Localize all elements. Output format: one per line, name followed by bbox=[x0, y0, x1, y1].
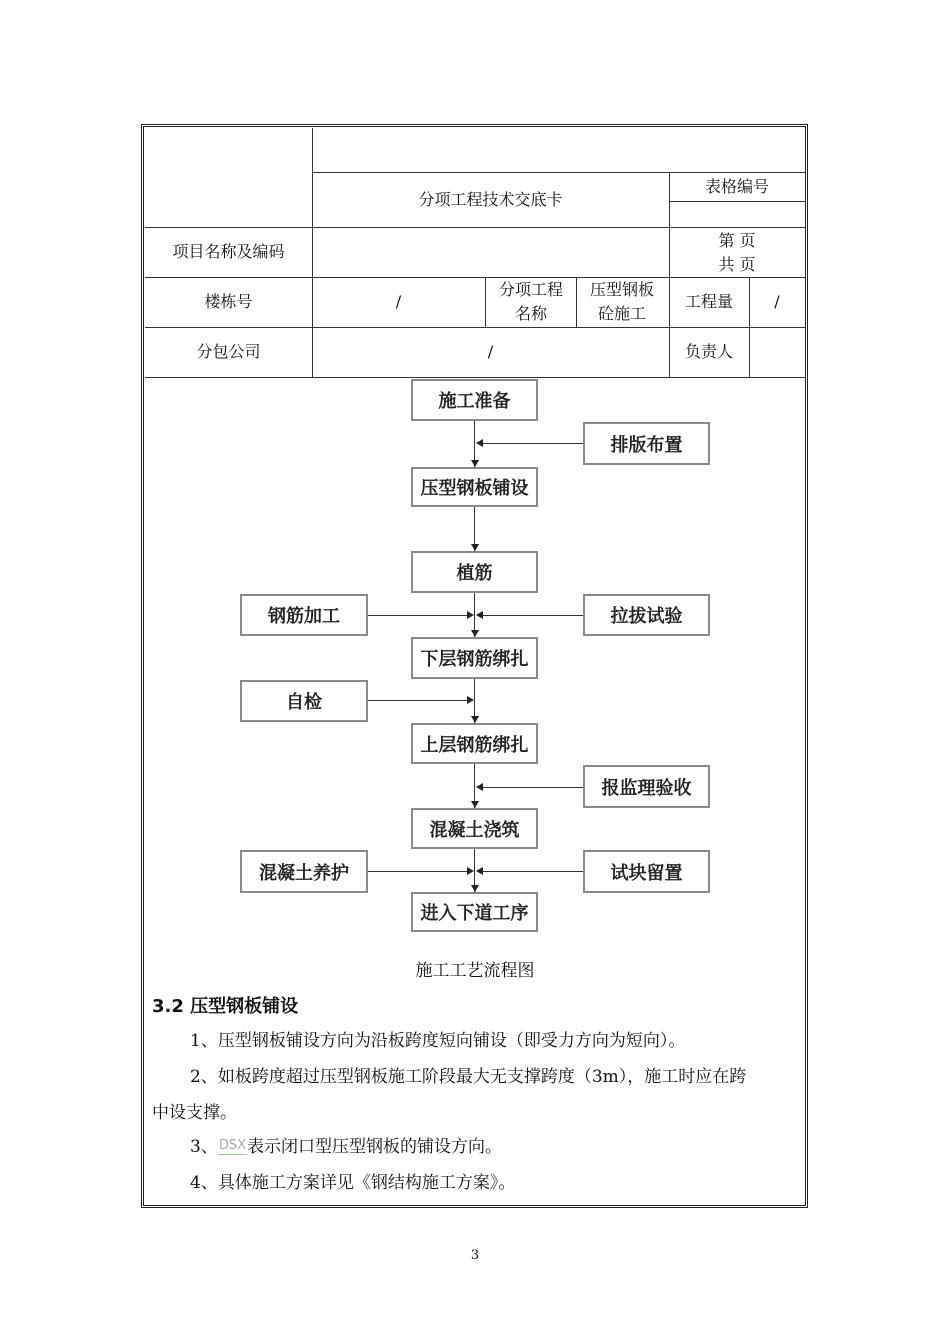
flow-connector bbox=[482, 787, 583, 788]
deck-direction-symbol: DSX bbox=[218, 1138, 246, 1153]
flow-input-self-check: 自检 bbox=[240, 680, 368, 722]
table-line bbox=[576, 277, 577, 327]
building-value: / bbox=[395, 292, 402, 311]
arrow-down-icon bbox=[471, 885, 479, 892]
arrow-right-icon bbox=[467, 611, 474, 619]
arrow-right-icon bbox=[467, 867, 474, 875]
flow-step-deck-laying: 压型钢板铺设 bbox=[411, 467, 538, 507]
arrow-down-icon bbox=[471, 801, 479, 808]
page-number: 3 bbox=[470, 1248, 480, 1263]
page-label: 第 页 bbox=[718, 231, 756, 250]
flow-connector bbox=[368, 615, 467, 616]
form-number-label: 表格编号 bbox=[704, 177, 769, 196]
item-name-label: 分项工程名称 bbox=[498, 280, 563, 323]
flow-connector bbox=[368, 871, 467, 872]
arrow-right-icon bbox=[467, 696, 474, 704]
flow-connector bbox=[482, 615, 583, 616]
flow-step-rebar-planting: 植筋 bbox=[411, 551, 538, 593]
flow-step-lower-rebar: 下层钢筋绑扎 bbox=[411, 637, 538, 679]
flow-input-test-blocks: 试块留置 bbox=[583, 850, 710, 893]
subcontractor-label: 分包公司 bbox=[196, 342, 261, 361]
flow-step-upper-rebar: 上层钢筋绑扎 bbox=[411, 723, 538, 764]
arrow-down-icon bbox=[471, 460, 479, 467]
total-pages-label: 共 页 bbox=[718, 255, 756, 274]
flow-input-supervision: 报监理验收 bbox=[583, 765, 710, 808]
paragraph-3-text: 表示闭口型压型钢板的铺设方向。 bbox=[247, 1137, 502, 1157]
arrow-left-icon bbox=[476, 867, 483, 875]
quantity-value: / bbox=[774, 292, 780, 311]
quantity-label: 工程量 bbox=[684, 292, 733, 311]
flow-connector bbox=[368, 700, 467, 701]
table-line bbox=[669, 201, 805, 202]
flow-step-next-process: 进入下道工序 bbox=[411, 892, 538, 932]
item-name-value: 压型钢板砼施工 bbox=[589, 280, 654, 323]
paragraph-3-number: 3、 bbox=[190, 1137, 218, 1157]
paragraph-3 bbox=[190, 1135, 502, 1159]
paragraph-1: 1、压型钢板铺设方向为沿板跨度短向铺设（即受力方向为短向）。 bbox=[190, 1031, 686, 1051]
responsible-label: 负责人 bbox=[684, 342, 733, 361]
paragraph-2: 2、如板跨度超过压型钢板施工阶段最大无支撑跨度（3m），施工时应在跨 bbox=[190, 1067, 747, 1087]
paragraph-4: 4、具体施工方案详见《钢结构施工方案》。 bbox=[190, 1173, 516, 1193]
project-label: 项目名称及编码 bbox=[172, 242, 285, 261]
arrow-down-icon bbox=[471, 716, 479, 723]
building-label: 楼栋号 bbox=[204, 292, 253, 311]
arrow-down-icon bbox=[471, 630, 479, 637]
flow-step-concrete-pour: 混凝土浇筑 bbox=[411, 808, 538, 849]
table-line bbox=[145, 377, 805, 378]
flow-connector bbox=[482, 443, 583, 444]
table-line bbox=[485, 277, 486, 327]
flow-input-curing: 混凝土养护 bbox=[240, 850, 368, 893]
flow-connector bbox=[482, 871, 583, 872]
arrow-down-icon bbox=[471, 544, 479, 551]
section-heading: 3.2 压型钢板铺设 bbox=[152, 996, 299, 1017]
arrow-left-icon bbox=[476, 783, 483, 791]
subcontractor-value: / bbox=[487, 342, 494, 361]
flowchart-caption: 施工工艺流程图 bbox=[415, 961, 535, 981]
card-title: 分项工程技术交底卡 bbox=[418, 190, 563, 209]
flow-input-layout: 排版布置 bbox=[583, 422, 710, 465]
flow-input-pullout-test: 拉拔试验 bbox=[583, 594, 710, 636]
flow-step-prepare: 施工准备 bbox=[411, 379, 538, 421]
paragraph-2-cont: 中设支撑。 bbox=[152, 1103, 237, 1123]
flow-input-rebar-processing: 钢筋加工 bbox=[240, 594, 368, 636]
arrow-left-icon bbox=[476, 611, 483, 619]
arrow-left-icon bbox=[476, 439, 483, 447]
